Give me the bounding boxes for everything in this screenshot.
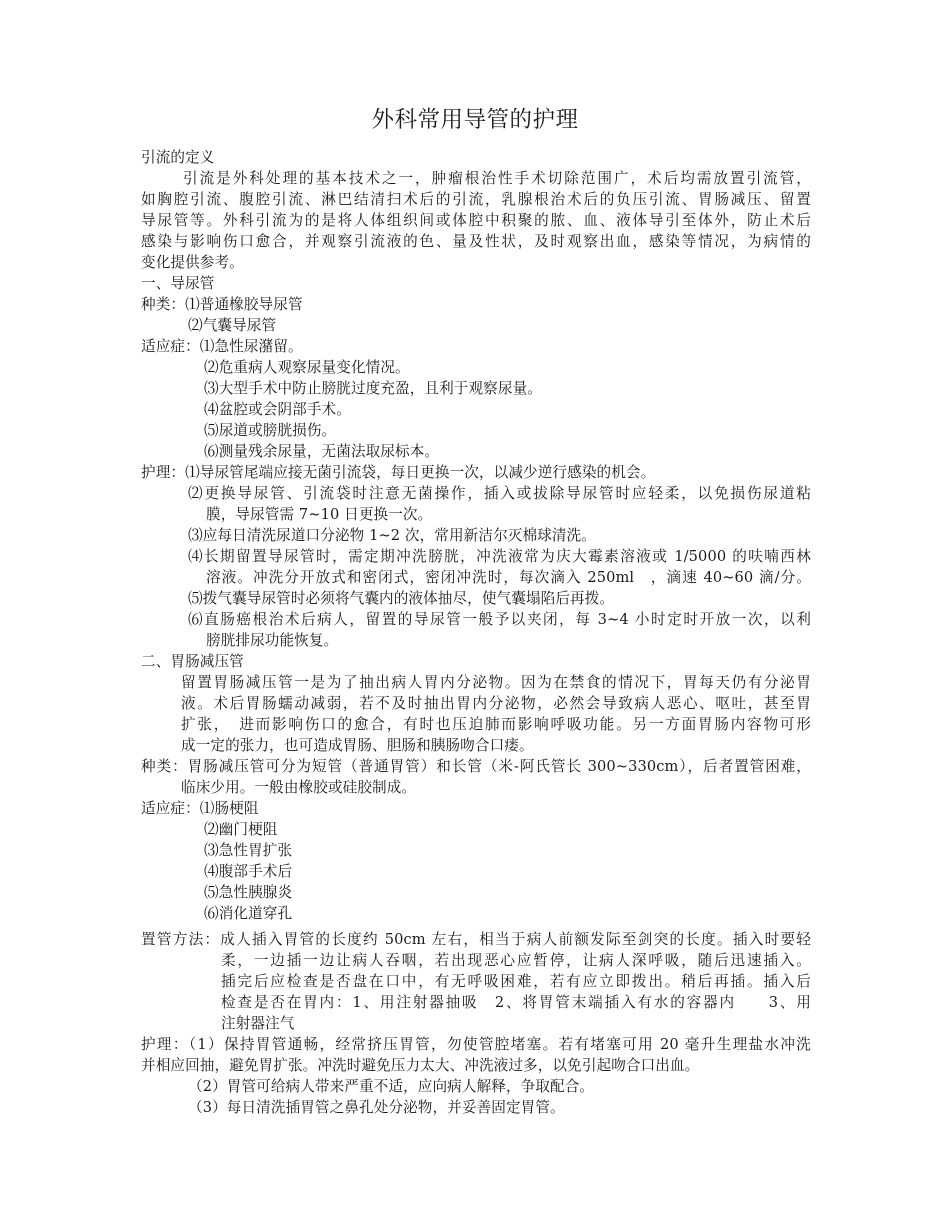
text-line: 扩张， 进而影响伤口的愈合，有时也压迫肺而影响呼吸功能。另一方面胃肠内容物可形 <box>181 716 811 733</box>
text-line: 液。术后胃肠蠕动减弱，若不及时抽出胃内分泌物，必然会导致病人恶心、呕吐，甚至胃 <box>181 695 811 712</box>
text-line: ⑸急性胰腺炎 <box>204 884 293 901</box>
text-line: ⑷长期留置导尿管时，需定期冲洗膀胱，冲洗液常为庆大霉素溶液或 1/5000 的呋喃西林 <box>188 548 811 565</box>
text-line: 引流的定义 <box>141 149 215 166</box>
text-line: 置管方法：成人插入胃管的长度约 50cm 左右，相当于病人前额发际至剑突的长度。插入时要轻 <box>141 931 811 948</box>
text-line: ⑶应每日清洗尿道口分泌物 1~2 次，常用新洁尔灭棉球清洗。 <box>188 527 596 544</box>
text-line: （3）每日清洗插胃管之鼻孔处分泌物，并妥善固定胃管。 <box>188 1099 565 1116</box>
text-line: （2）胃管可给病人带来严重不适，应向病人解释，争取配合。 <box>188 1078 595 1095</box>
text-line: 并相应回抽，避免胃扩张。冲洗时避免压力太大、冲洗液过多，以免引起吻合口出血。 <box>141 1057 700 1074</box>
text-line: ⑵气囊导尿管 <box>188 317 277 334</box>
text-line: ⑹消化道穿孔 <box>204 905 293 922</box>
text-line: 检查是否在胃内：1、用注射器抽吸 2、将胃管末端插入有水的容器内 3、用 <box>221 994 811 1011</box>
text-line: 成一定的张力，也可造成胃肠、胆肠和胰肠吻合口瘘。 <box>181 737 534 754</box>
text-line: 种类：胃肠减压管可分为短管（普通胃管）和长管（米-阿氏管长 300~330cm），后者置管困难， <box>141 758 811 775</box>
text-line: ⑵幽门梗阻 <box>204 821 278 838</box>
text-line: ⑵更换导尿管、引流袋时注意无菌操作，插入或拔除导尿管时应轻柔，以免损伤尿道粘 <box>188 485 811 502</box>
text-line: 适应症：⑴急性尿潴留。 <box>141 338 303 355</box>
text-line: 护理：⑴导尿管尾端应接无菌引流袋，每日更换一次，以减少逆行感染的机会。 <box>141 464 656 481</box>
text-line: 注射器注气 <box>221 1015 295 1032</box>
text-line: 一、导尿管 <box>141 275 215 292</box>
text-line: 溶液。冲洗分开放式和密闭式，密闭冲洗时，每次滴入 250ml ，滴速 40~60 滴/分。 <box>206 569 811 586</box>
text-line: ⑶大型手术中防止膀胱过度充盈，且利于观察尿量。 <box>204 380 542 397</box>
text-line: 种类：⑴普通橡胶导尿管 <box>141 296 303 313</box>
text-line: 如胸腔引流、腹腔引流、淋巴结清扫术后的引流，乳腺根治术后的负压引流、胃肠减压、留置 <box>141 191 811 208</box>
text-line: 留置胃肠减压管一是为了抽出病人胃内分泌物。因为在禁食的情况下，胃每天仍有分泌胃 <box>181 674 811 691</box>
text-line: 引流是外科处理的基本技术之一，肿瘤根治性手术切除范围广，术后均需放置引流管， <box>183 170 811 187</box>
text-line: 二、胃肠减压管 <box>141 653 244 670</box>
text-line: 柔，一边插一边让病人吞咽，若出现恶心应暂停，让病人深呼吸，随后迅速插入。 <box>221 952 811 969</box>
text-line: ⑷腹部手术后 <box>204 863 293 880</box>
text-line: 适应症：⑴肠梗阻 <box>141 800 259 817</box>
page-title: 外科常用导管的护理 <box>371 107 579 133</box>
text-line: ⑹直肠癌根治术后病人，留置的导尿管一般予以夹闭，每 3~4 小时定时开放一次，以利 <box>188 611 811 628</box>
text-line: ⑵危重病人观察尿量变化情况。 <box>204 359 410 376</box>
text-line: 护理：（1）保持胃管通畅，经常挤压胃管，勿使管腔堵塞。若有堵塞可用 20 毫升生理盐水冲洗 <box>141 1036 811 1053</box>
text-line: ⑸尿道或膀胱损伤。 <box>204 422 337 439</box>
text-line: ⑹测量残余尿量，无菌法取尿标本。 <box>204 443 440 460</box>
text-line: 插完后应检查是否盘在口中，有无呼吸困难，若有应立即拨出。稍后再插。插入后 <box>221 973 811 990</box>
text-line: ⑸拨气囊导尿管时必须将气囊内的液体抽尽，使气囊塌陷后再拨。 <box>188 590 615 607</box>
text-line: ⑶急性胃扩张 <box>204 842 293 859</box>
text-line: 变化提供参考。 <box>141 254 244 271</box>
text-line: 膀胱排尿功能恢复。 <box>206 632 339 649</box>
text-line: 膜，导尿管需 7~10 日更换一次。 <box>206 506 433 523</box>
text-line: 导尿管等。外科引流为的是将人体组织间或体腔中积聚的脓、血、液体导引至体外，防止术后 <box>141 212 811 229</box>
text-line: 感染与影响伤口愈合，并观察引流液的色、量及性状，及时观察出血，感染等情况，为病情的 <box>141 233 811 250</box>
text-line: 临床少用。一般由橡胶或硅胶制成。 <box>181 779 417 796</box>
text-line: ⑷盆腔或会阴部手术。 <box>204 401 351 418</box>
